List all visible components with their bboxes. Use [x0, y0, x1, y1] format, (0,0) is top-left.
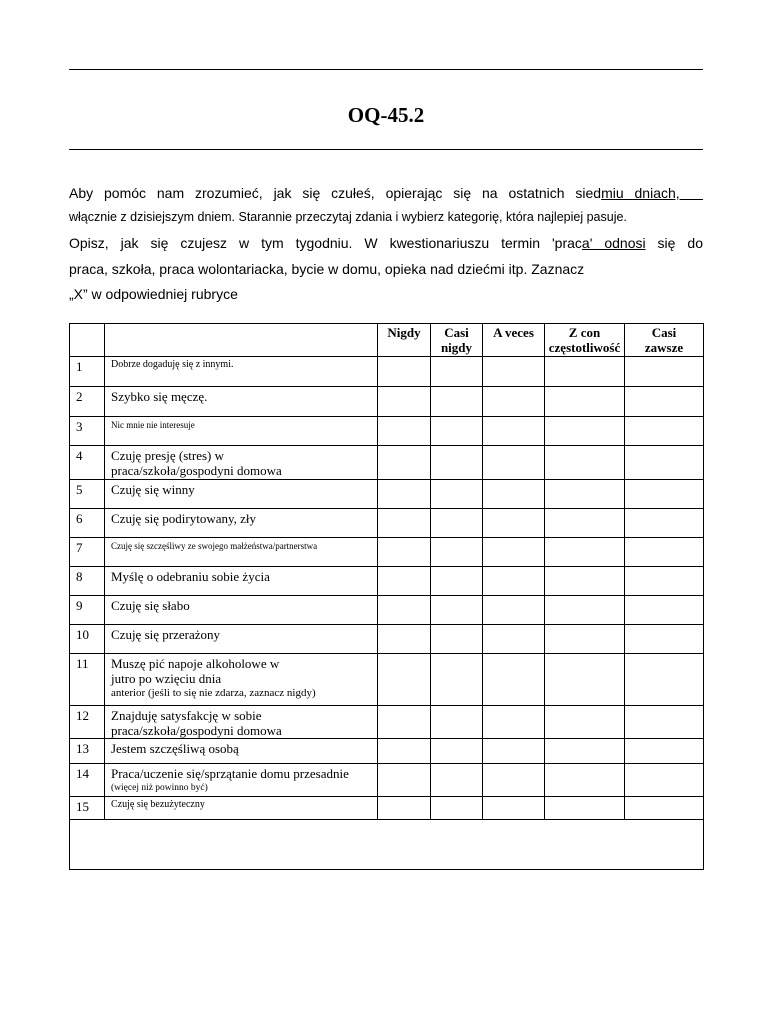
answer-cell[interactable] — [545, 739, 625, 764]
row-number: 4 — [70, 446, 105, 480]
answer-cell[interactable] — [545, 654, 625, 706]
answer-cell[interactable] — [625, 446, 704, 480]
answer-cell[interactable] — [431, 797, 483, 820]
answer-cell[interactable] — [625, 509, 704, 538]
answer-cell[interactable] — [625, 538, 704, 567]
answer-cell[interactable] — [378, 764, 431, 797]
answer-cell[interactable] — [431, 625, 483, 654]
row-statement: Myślę o odebraniu sobie życia — [105, 567, 378, 596]
header-casi-zawsze: Casi zawsze — [625, 324, 704, 357]
answer-cell[interactable] — [545, 538, 625, 567]
answer-cell[interactable] — [483, 480, 545, 509]
answer-cell[interactable] — [483, 567, 545, 596]
answer-cell[interactable] — [625, 357, 704, 387]
answer-cell[interactable] — [431, 567, 483, 596]
header-z-con-czestotliwosc: Z con częstotliwość — [545, 324, 625, 357]
row-statement: Czuję się bezużyteczny — [105, 797, 378, 820]
answer-cell[interactable] — [378, 417, 431, 446]
header-nigdy: Nigdy — [378, 324, 431, 357]
answer-cell[interactable] — [378, 625, 431, 654]
answer-cell[interactable] — [545, 567, 625, 596]
table-row — [70, 706, 704, 739]
header-a-veces: A veces — [483, 324, 545, 357]
intro-line-5: „X” w odpowiedniej rubryce — [69, 286, 238, 302]
row-number: 2 — [70, 387, 105, 417]
row-number: 6 — [70, 509, 105, 538]
answer-cell[interactable] — [545, 509, 625, 538]
row-number: 8 — [70, 567, 105, 596]
intro-text: się do — [645, 235, 703, 251]
answer-cell[interactable] — [483, 417, 545, 446]
answer-cell[interactable] — [625, 480, 704, 509]
table-row — [70, 567, 704, 596]
row-statement: Znajduję satysfakcję w sobie praca/szkoła/gospodyni domowa — [105, 706, 378, 739]
row-statement: Szybko się męczę. — [105, 387, 378, 417]
answer-cell[interactable] — [483, 625, 545, 654]
row-number: 1 — [70, 357, 105, 387]
table-row — [70, 538, 704, 567]
table-row — [70, 509, 704, 538]
answer-cell[interactable] — [378, 739, 431, 764]
answer-cell[interactable] — [483, 387, 545, 417]
answer-cell[interactable] — [378, 480, 431, 509]
answer-cell[interactable] — [545, 480, 625, 509]
intro-line-3 — [69, 235, 703, 251]
row-number: 3 — [70, 417, 105, 446]
answer-cell[interactable] — [483, 654, 545, 706]
answer-cell[interactable] — [431, 417, 483, 446]
answer-cell[interactable] — [483, 446, 545, 480]
answer-cell[interactable] — [483, 739, 545, 764]
answer-cell[interactable] — [431, 764, 483, 797]
answer-cell[interactable] — [378, 654, 431, 706]
row-statement: Praca/uczenie się/sprzątanie domu przesadnie (więcej niż powinno być) — [105, 764, 378, 797]
row-number: 14 — [70, 764, 105, 797]
answer-cell[interactable] — [483, 797, 545, 820]
answer-cell[interactable] — [378, 706, 431, 739]
answer-cell[interactable] — [431, 706, 483, 739]
answer-cell[interactable] — [431, 446, 483, 480]
answer-cell[interactable] — [378, 567, 431, 596]
table-row — [70, 387, 704, 417]
intro-line-1 — [69, 185, 703, 201]
answer-cell[interactable] — [625, 654, 704, 706]
answer-cell[interactable] — [483, 509, 545, 538]
intro-text: Opisz, jak się czujesz w tym tygodniu. W kwestionariuszu termin 'prac — [69, 235, 582, 251]
answer-cell[interactable] — [625, 797, 704, 820]
row-statement: Czuję się słabo — [105, 596, 378, 625]
footer-empty-cell — [70, 820, 704, 870]
answer-cell[interactable] — [625, 387, 704, 417]
intro-line-4: praca, szkoła, praca wolontariacka, bycie w domu, opieka nad dziećmi itp. Zaznacz — [69, 261, 585, 277]
row-number: 13 — [70, 739, 105, 764]
row-statement: Nic mnie nie interesuje — [105, 417, 378, 446]
row-number: 7 — [70, 538, 105, 567]
row-statement: Czuję się szczęśliwy ze swojego małżeństwa/partnerstwa — [105, 538, 378, 567]
answer-cell[interactable] — [431, 538, 483, 567]
top-divider — [69, 69, 703, 70]
questionnaire-table — [69, 323, 704, 870]
answer-cell[interactable] — [625, 567, 704, 596]
row-statement: Czuję się przerażony — [105, 625, 378, 654]
table-footer-row — [70, 820, 704, 870]
title-divider — [69, 149, 703, 150]
row-number: 5 — [70, 480, 105, 509]
intro-underlined-text: miu dniach, — [601, 185, 703, 201]
answer-cell[interactable] — [378, 357, 431, 387]
row-number: 15 — [70, 797, 105, 820]
answer-cell[interactable] — [545, 357, 625, 387]
answer-cell[interactable] — [431, 739, 483, 764]
row-statement: Dobrze dogaduję się z innymi. — [105, 357, 378, 387]
answer-cell[interactable] — [431, 357, 483, 387]
answer-cell[interactable] — [545, 446, 625, 480]
answer-cell[interactable] — [431, 387, 483, 417]
answer-cell[interactable] — [483, 764, 545, 797]
row-statement: Czuję się winny — [105, 480, 378, 509]
table-row — [70, 480, 704, 509]
answer-cell[interactable] — [545, 417, 625, 446]
header-row — [70, 324, 704, 357]
answer-cell[interactable] — [483, 538, 545, 567]
answer-cell[interactable] — [378, 446, 431, 480]
answer-cell[interactable] — [378, 797, 431, 820]
answer-cell[interactable] — [545, 706, 625, 739]
answer-cell[interactable] — [378, 387, 431, 417]
header-statement — [105, 324, 378, 357]
answer-cell[interactable] — [625, 706, 704, 739]
answer-cell[interactable] — [378, 509, 431, 538]
answer-cell[interactable] — [545, 625, 625, 654]
table-row — [70, 764, 704, 797]
table-row — [70, 357, 704, 387]
answer-cell[interactable] — [545, 596, 625, 625]
intro-line-2: włącznie z dzisiejszym dniem. Starannie przeczytaj zdania i wybierz kategorię, która najlepiej pasuje. — [69, 210, 627, 224]
row-statement: Muszę pić napoje alkoholowe w jutro po wzięciu dnia anterior (jeśli to się nie zdarza, zaznacz nigdy) — [105, 654, 378, 706]
row-number: 11 — [70, 654, 105, 706]
table-row — [70, 596, 704, 625]
answer-cell[interactable] — [378, 538, 431, 567]
answer-cell[interactable] — [625, 764, 704, 797]
answer-cell[interactable] — [545, 387, 625, 417]
answer-cell[interactable] — [431, 480, 483, 509]
row-number: 10 — [70, 625, 105, 654]
answer-cell[interactable] — [625, 625, 704, 654]
intro-text: Aby pomóc nam zrozumieć, jak się czułeś, opierając się na ostatnich sied — [69, 185, 602, 201]
table-row — [70, 446, 704, 480]
table-row — [70, 654, 704, 706]
answer-cell[interactable] — [625, 596, 704, 625]
answer-cell[interactable] — [431, 509, 483, 538]
row-statement: Czuję presję (stres) w praca/szkoła/gospodyni domowa — [105, 446, 378, 480]
answer-cell[interactable] — [545, 797, 625, 820]
answer-cell[interactable] — [625, 739, 704, 764]
table-row — [70, 739, 704, 764]
row-statement: Czuję się podirytowany, zły — [105, 509, 378, 538]
table-row — [70, 625, 704, 654]
row-number: 9 — [70, 596, 105, 625]
page-title: OQ-45.2 — [347, 103, 425, 127]
header-casi-nigdy: Casi nigdy — [431, 324, 483, 357]
answer-cell[interactable] — [483, 357, 545, 387]
row-statement: Jestem szczęśliwą osobą — [105, 739, 378, 764]
answer-cell[interactable] — [545, 764, 625, 797]
intro-underlined-text: a' odnosi — [581, 235, 646, 251]
header-number — [70, 324, 105, 357]
answer-cell[interactable] — [483, 706, 545, 739]
answer-cell[interactable] — [378, 596, 431, 625]
answer-cell[interactable] — [431, 596, 483, 625]
table-row — [70, 797, 704, 820]
table-row — [70, 417, 704, 446]
answer-cell[interactable] — [483, 596, 545, 625]
answer-cell[interactable] — [625, 417, 704, 446]
row-number: 12 — [70, 706, 105, 739]
answer-cell[interactable] — [431, 654, 483, 706]
